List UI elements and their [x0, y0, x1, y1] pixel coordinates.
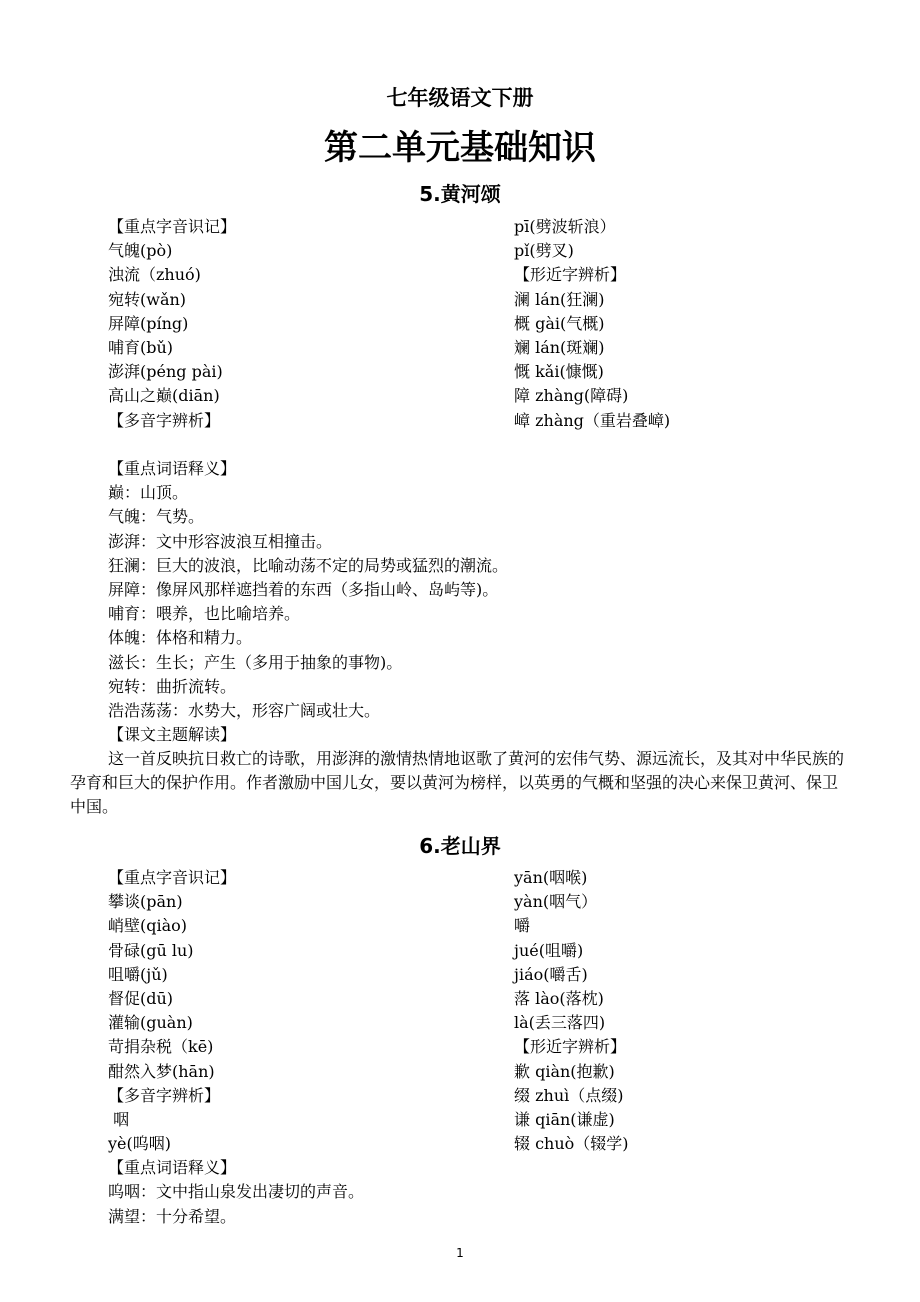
list-item: 呜咽：文中指山泉发出凄切的声音。 [108, 1182, 365, 1202]
list-item: 斓 lán(斑斓) [514, 337, 605, 357]
grade-title: 七年级语文下册 [386, 86, 534, 110]
list-item: 【重点词语释义】 [108, 1158, 237, 1178]
definition-item: 气魄：气势。 [108, 507, 205, 527]
list-item: 【形近字辨析】 [514, 1037, 627, 1057]
list-item: 概 gài(气概) [514, 313, 605, 333]
list-item: yè(呜咽) [108, 1134, 171, 1154]
list-item: 骨碌(gū lu) [108, 940, 194, 960]
lesson6-title: 6.老山界 [419, 834, 501, 858]
unit-title: 第二单元基础知识 [324, 128, 596, 168]
lesson5-right-column [514, 215, 670, 433]
definition-item: 澎湃：文中形容波浪互相撞击。 [108, 531, 333, 551]
list-item: 咀嚼(jǔ) [108, 964, 168, 984]
list-item: là(丢三落四) [514, 1013, 606, 1033]
list-item: 灌输(guàn) [108, 1013, 193, 1033]
lesson5-theme-paragraph: 这一首反映抗日救亡的诗歌，用澎湃的激情热情地讴歌了黄河的宏伟气势、源远流长，及其对中华民族的孕育和巨大的保护作用。作者激励中国儿女，要以黄河为榜样，以英勇的气概和坚强的决心来保卫黄河、保卫中国。 [70, 749, 845, 817]
lesson5-title: 5.黄河颂 [419, 182, 501, 206]
list-item: jué(咀嚼) [514, 940, 584, 960]
list-item: 浊流（zhuó) [108, 265, 201, 285]
definition-item: 巅：山顶。 [108, 483, 189, 503]
list-item: 慨 kǎi(慷慨) [514, 362, 604, 382]
section-heading: 【课文主题解读】 [108, 725, 237, 745]
list-item: 苛捐杂税（kē) [108, 1037, 214, 1057]
list-item: 【多音字辨析】 [108, 410, 221, 430]
list-item: 缀 zhuì（点缀) [514, 1085, 624, 1105]
list-item: 屏障(píng) [108, 313, 189, 333]
definition-item: 体魄：体格和精力。 [108, 628, 253, 648]
list-item: pī(劈波斩浪） [514, 217, 616, 236]
list-item: 督促(dū) [108, 988, 174, 1008]
section-heading: 【重点词语释义】 [108, 459, 237, 478]
list-item: 咽 [108, 1109, 130, 1129]
definition-item: 滋长：生长；产生（多用于抽象的事物)。 [108, 652, 403, 672]
list-item: 障 zhàng(障碍) [514, 386, 629, 406]
list-item: 澜 lán(狂澜) [514, 289, 605, 309]
list-item: 气魄(pò) [108, 241, 173, 261]
list-item: 歉 qiàn(抱歉) [514, 1061, 615, 1081]
list-item: 【重点字音识记】 [108, 868, 237, 887]
list-item: yān(咽喉) [514, 868, 588, 887]
lesson6-right-column [514, 866, 629, 1156]
list-item: yàn(咽气） [514, 892, 598, 912]
definition-item: 哺育：喂养，也比喻培养。 [108, 604, 301, 624]
page-number: 1 [456, 1246, 464, 1260]
list-item: 攀谈(pān) [108, 892, 183, 912]
list-item: 哺育(bǔ) [108, 337, 174, 357]
list-item: 峭壁(qiào) [108, 916, 188, 936]
definition-item: 屏障：像屏风那样遮挡着的东西（多指山岭、岛屿等)。 [108, 580, 499, 600]
list-item: 【形近字辨析】 [514, 265, 627, 285]
list-item: 辍 chuò（辍学) [514, 1134, 629, 1154]
lesson5-word-definitions [108, 457, 853, 747]
list-item: 澎湃(péng pài) [108, 362, 223, 382]
list-item: 【重点字音识记】 [108, 217, 237, 236]
definition-item: 宛转：曲折流转。 [108, 676, 237, 696]
list-item: 宛转(wǎn) [108, 289, 187, 309]
list-item: 嚼 [514, 916, 531, 936]
list-item: 酣然入梦(hān) [108, 1061, 215, 1081]
definition-item: 浩浩荡荡：水势大，形容广阔或壮大。 [108, 701, 381, 721]
lesson6-left-column [108, 866, 364, 1229]
list-item: 谦 qiān(谦虚) [514, 1109, 615, 1129]
list-item: 满望：十分希望。 [108, 1206, 237, 1226]
list-item: 【多音字辨析】 [108, 1085, 221, 1105]
list-item: 高山之巅(diān) [108, 386, 220, 406]
list-item: 嶂 zhàng（重岩叠嶂) [514, 410, 671, 430]
list-item: 落 lào(落枕) [514, 988, 604, 1008]
list-item: pǐ(劈叉) [514, 241, 574, 261]
definition-item: 狂澜：巨大的波浪，比喻动荡不定的局势或猛烈的潮流。 [108, 555, 509, 575]
list-item: jiáo(嚼舌) [514, 964, 588, 984]
lesson5-left-column [108, 215, 236, 433]
